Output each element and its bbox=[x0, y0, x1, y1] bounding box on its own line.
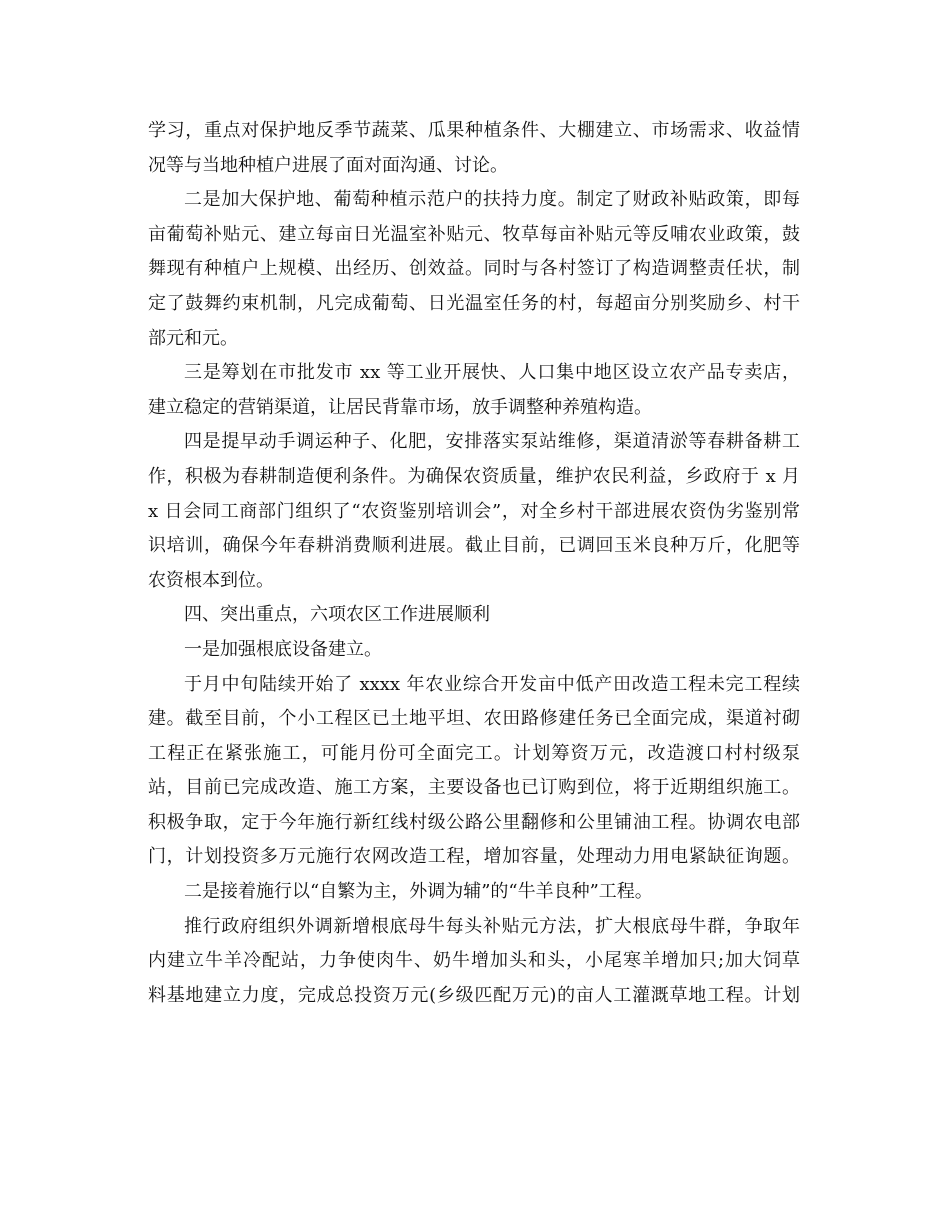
text-line: 于月中旬陆续开始了 xxxx 年农业综合开发亩中低产田改造工程未完工程续 bbox=[184, 673, 800, 695]
text-line: 舞现有种植户上规模、出经历、创效益。同时与各村签订了构造调整责任状，制 bbox=[148, 258, 800, 280]
text-line: 三是筹划在市批发市 xx 等工业开展快、人口集中地区设立农产品专卖店， bbox=[184, 362, 800, 384]
text-line: 识培训，确保今年春耕消费顺利进展。截止目前，已调回玉米良种万斤，化肥等 bbox=[148, 535, 800, 557]
text-line: 二是加大保护地、葡萄种植示范户的扶持力度。制定了财政补贴政策，即每 bbox=[184, 189, 800, 211]
text-line: 内建立牛羊冷配站，力争使肉牛、奶牛增加头和头，小尾寒羊增加只;加大饲草 bbox=[148, 950, 800, 972]
text-line: 推行政府组织外调新增根底母牛每头补贴元方法，扩大根底母牛群，争取年 bbox=[184, 915, 800, 937]
text-line: 工程正在紧张施工，可能月份可全面完工。计划筹资万元，改造渡口村村级泵 bbox=[148, 742, 800, 764]
text-line: 况等与当地种植户进展了面对面沟通、讨论。 bbox=[148, 154, 508, 176]
text-line: 门，计划投资多万元施行农网改造工程，增加容量，处理动力用电紧缺征询题。 bbox=[148, 846, 800, 868]
text-line: 学习，重点对保护地反季节蔬菜、瓜果种植条件、大棚建立、市场需求、收益情 bbox=[148, 120, 800, 141]
text-line: 料基地建立力度，完成总投资万元(乡级匹配万元)的亩人工灌溉草地工程。计划 bbox=[148, 984, 800, 1006]
text-line: 站，目前已完成改造、施工方案，主要设备也已订购到位，将于近期组织施工。 bbox=[148, 777, 800, 799]
text-line: 积极争取，定于今年施行新红线村级公路公里翻修和公里铺油工程。协调农电部 bbox=[148, 811, 800, 833]
text-line: 定了鼓舞约束机制，凡完成葡萄、日光温室任务的村，每超亩分别奖励乡、村干 bbox=[148, 292, 800, 314]
text-line: 部元和元。 bbox=[148, 327, 238, 349]
text-line: 作，积极为春耕制造便利条件。为确保农资质量，维护农民利益，乡政府于 x 月 bbox=[148, 465, 800, 487]
text-line: 一是加强根底设备建立。 bbox=[184, 638, 382, 660]
text-line: 建。截至目前，个小工程区已土地平坦、农田路修建任务已全面完成，渠道衬砌 bbox=[148, 708, 800, 730]
text-line: 建立稳定的营销渠道，让居民背靠市场，放手调整种养殖构造。 bbox=[148, 396, 652, 418]
text-line: x 日会同工商部门组织了“农资鉴别培训会”，对全乡村干部进展农资伪劣鉴别常 bbox=[148, 500, 800, 522]
text-line: 四是提早动手调运种子、化肥，安排落实泵站维修，渠道清淤等春耕备耕工 bbox=[184, 431, 800, 453]
text-line: 农资根本到位。 bbox=[148, 569, 274, 591]
text-line: 亩葡萄补贴元、建立每亩日光温室补贴元、牧草每亩补贴元等反哺农业政策，鼓 bbox=[148, 223, 800, 245]
text-line: 二是接着施行以“自繁为主，外调为辅”的“牛羊良种”工程。 bbox=[184, 881, 653, 903]
text-line: 四、突出重点，六项农区工作进展顺利 bbox=[184, 604, 490, 626]
document-body bbox=[148, 114, 800, 1013]
